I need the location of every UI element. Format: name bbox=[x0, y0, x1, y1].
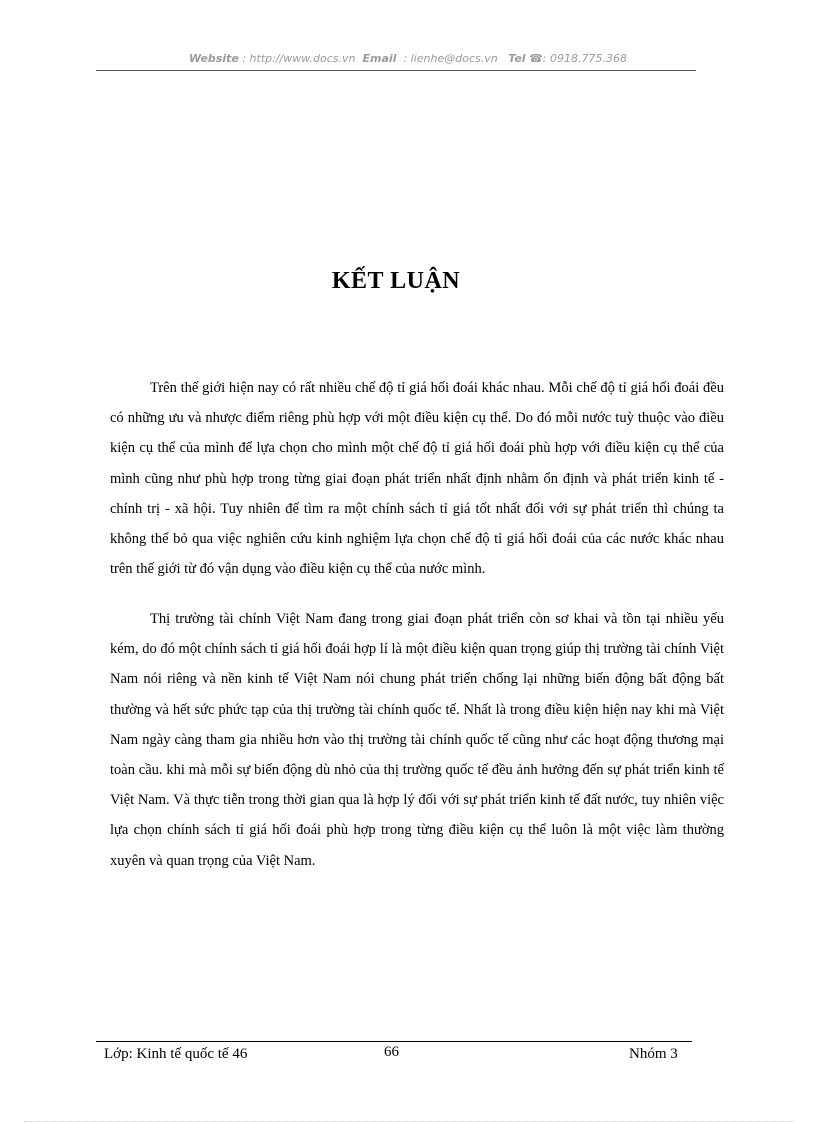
page-title: KẾT LUẬN bbox=[331, 268, 461, 294]
footer-class-label: Lớp: Kinh tế quốc tế 46 bbox=[104, 1046, 248, 1062]
page-bottom-dotted-edge bbox=[24, 1121, 794, 1122]
body-paragraph-2: Thị trường tài chính Việt Nam đang trong giai đoạn phát triển còn sơ khai và tồn tại nhiều yếu kém, do đó một chính sách tỉ giá hối đoái hợp lí là một điều kiện quan trọng giúp thị trường tài chính Việt Nam nói riêng và nền kinh tế Việt Nam nói chung phát triển chống lại những biến động bất động bất thường và hết sức phức tạp của thị trường tài chính quốc tế. Nhất là trong điều kiện hiện nay khi mà Việt Nam ngày càng tham gia nhiều hơn vào thị trường tài chính quốc tế cũng như các hoạt động thương mại toàn cầu. khi mà mỗi sự biến động dù nhỏ của thị trường quốc tế đều ảnh hưởng đến sự phát triển kinh tế Việt Nam. Và thực tiễn trong thời gian qua là hợp lý đối với sự phát triển kinh tế đất nước, tuy nhiên việc lựa chọn chính sách tỉ giá hối đoái phù hợp trong từng điều kiện cụ thể luôn là một việc làm thường xuyên và quan trọng của Việt Nam. bbox=[110, 611, 724, 869]
telephone-icon: ☎ bbox=[529, 52, 543, 65]
footer-divider bbox=[96, 1041, 692, 1042]
body-paragraph-1: Trên thế giới hiện nay có rất nhiều chế độ tỉ giá hối đoái khác nhau. Mỗi chế độ tỉ giá hối đoái đều có những ưu và nhược điểm riêng phù hợp với một điều kiện cụ thể. Do đó mỗi nước tuỳ thuộc vào điều kiện cụ thể của mình để lựa chọn cho mình một chế độ tỉ giá hối đoái phù hợp với điều kiện cụ thể của mình cũng như phù hợp trong từng giai đoạn phát triển nhất định nhằm ổn định và phát triển kinh tế - chính trị - xã hội. Tuy nhiên để tìm ra một chính sách tỉ giá tốt nhất đối với sự phát triển thì chúng ta không thể bỏ qua việc nghiên cứu kinh nghiệm lựa chọn chế độ tỉ giá hối đoái của các nước khác nhau trên thế giới từ đó vận dụng vào điều kiện cụ thể của nước mình. bbox=[110, 380, 724, 578]
website-value: : http://www.docs.vn bbox=[242, 52, 356, 65]
page-header bbox=[0, 52, 816, 65]
page-number: 66 bbox=[384, 1044, 399, 1060]
email-value: : lienhe@docs.vn bbox=[403, 52, 498, 65]
email-label: Email bbox=[362, 52, 397, 65]
tel-value: : 0918.775.368 bbox=[542, 52, 627, 65]
website-label: Website bbox=[189, 52, 239, 65]
footer-group-label: Nhóm 3 bbox=[629, 1046, 678, 1062]
header-divider bbox=[96, 70, 696, 71]
tel-label: Tel bbox=[508, 52, 526, 65]
